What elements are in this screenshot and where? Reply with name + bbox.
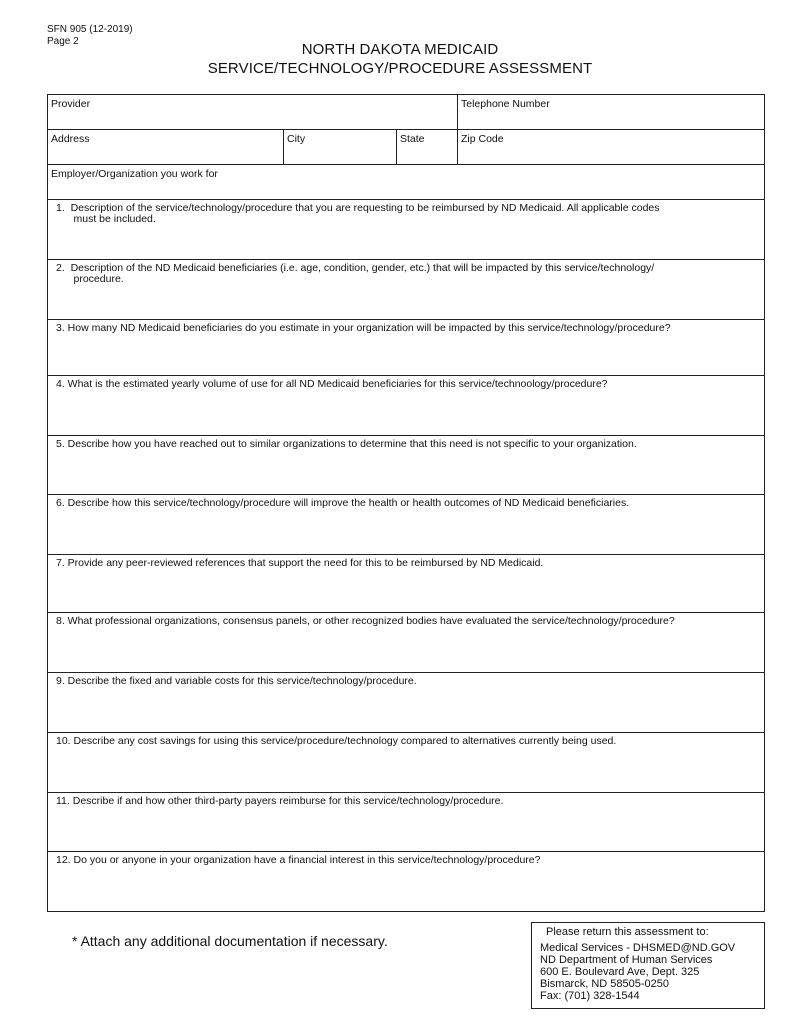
employer-row [48, 165, 764, 200]
question-text: 10. Describe any cost savings for using this service/procedure/technology compared to alternatives currently being used. [56, 735, 617, 747]
attachment-note: * Attach any additional documentation if necessary. [72, 933, 388, 949]
question-text: 3. How many ND Medicaid beneficiaries do you estimate in your organization will be impacted by this service/technology/procedure? [56, 322, 671, 334]
employer-field[interactable] [48, 165, 764, 199]
title-line-2: SERVICE/TECHNOLOGY/PROCEDURE ASSESSMENT [207, 60, 593, 77]
address-field[interactable] [48, 130, 284, 164]
assessment-form [47, 94, 765, 912]
telephone-label: Telephone Number [461, 98, 550, 110]
city-field[interactable] [284, 130, 397, 164]
question-text: 9. Describe the fixed and variable costs for this service/technology/procedure. [56, 675, 417, 687]
question-row[interactable] [48, 320, 764, 376]
provider-label: Provider [51, 98, 91, 110]
question-text: 4. What is the estimated yearly volume of use for all ND Medicaid beneficiaries for this service/technoology/procedure? [56, 378, 608, 390]
return-header: Please return this assessment to: [546, 926, 709, 938]
question-text: 2. Description of the ND Medicaid beneficiaries (i.e. age, condition, gender, etc.) that will be impacted by this service/technology/ procedure. [56, 262, 655, 285]
question-row[interactable] [48, 673, 764, 733]
question-row[interactable] [48, 200, 764, 260]
return-line: Medical Services - DHSMED@ND.GOV [540, 942, 736, 954]
question-row[interactable] [48, 436, 764, 495]
address-label: Address [51, 133, 90, 145]
return-line: Bismarck, ND 58505-0250 [540, 978, 670, 990]
question-text: 11. Describe if and how other third-party payers reimburse for this service/technology/procedure. [56, 795, 504, 807]
question-text: 6. Describe how this service/technology/procedure will improve the health or health outcomes of ND Medicaid beneficiaries. [56, 497, 630, 509]
question-row[interactable] [48, 495, 764, 555]
state-label: State [400, 133, 425, 145]
question-text: 5. Describe how you have reached out to similar organizations to determine that this need is not specific to your organization. [56, 438, 637, 450]
question-row[interactable] [48, 613, 764, 673]
question-row[interactable] [48, 733, 764, 793]
city-label: City [287, 133, 306, 145]
question-text: 8. What professional organizations, consensus panels, or other recognized bodies have evaluated the service/technology/procedure? [56, 615, 675, 627]
form-number: SFN 905 (12-2019) [47, 24, 133, 35]
provider-field[interactable] [48, 95, 458, 129]
zip-label: Zip Code [461, 133, 504, 145]
return-line: 600 E. Boulevard Ave, Dept. 325 [540, 966, 700, 978]
question-text: 1. Description of the service/technology/procedure that you are requesting to be reimbursed by ND Medicaid. All applicable codes must be included. [56, 202, 660, 225]
employer-label: Employer/Organization you work for [51, 168, 218, 180]
zip-field[interactable] [458, 130, 764, 164]
telephone-field[interactable] [458, 95, 764, 129]
question-row[interactable] [48, 793, 764, 852]
question-row[interactable] [48, 852, 764, 911]
return-line: ND Department of Human Services [540, 954, 713, 966]
state-field[interactable] [397, 130, 458, 164]
title-line-1: NORTH DAKOTA MEDICAID [301, 41, 499, 58]
question-row[interactable] [48, 260, 764, 320]
provider-row [48, 95, 764, 130]
question-row[interactable] [48, 555, 764, 613]
question-row[interactable] [48, 376, 764, 436]
question-text: 12. Do you or anyone in your organization have a financial interest in this service/technology/procedure? [56, 854, 541, 866]
return-line: Fax: (701) 328-1544 [540, 990, 640, 1002]
page-title [0, 40, 800, 78]
address-row [48, 130, 764, 165]
return-address-box [531, 922, 765, 1009]
page-number: Page 2 [47, 36, 79, 47]
question-text: 7. Provide any peer-reviewed references that support the need for this to be reimbursed by ND Medicaid. [56, 557, 544, 569]
